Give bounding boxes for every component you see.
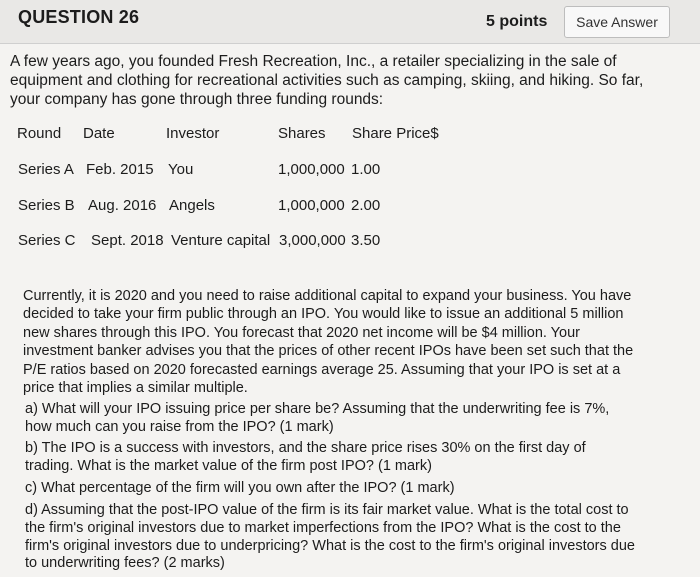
round-cell: Series B: [18, 197, 75, 214]
shares-cell: 1,000,000: [278, 161, 345, 178]
investor-cell: Venture capital: [171, 232, 271, 249]
investor-cell: Angels: [169, 197, 215, 214]
date-cell: Sept. 2018: [91, 232, 164, 249]
date-cell: Feb. 2015: [86, 161, 154, 178]
sub-question-d: d) Assuming that the post-IPO value of the firm is its fair market value. What is the total cost to the firm's original investors due to market imperfections from the IPO? What is the cost to the firm's original investors due to underpricing? What is the cost to the firm's original investors due to underwriting fees? (2 marks): [25, 502, 635, 572]
question-body: Currently, it is 2020 and you need to raise additional capital to expand your business. You have decided to take your firm public through an IPO. You would like to issue an additional 5 million new shares through this IPO. You forecast that 2020 net income will be $4 million. Your investment banker advises you that the prices of other recent IPOs have been set such that the P/E ratios based on 2020 forecasted earnings average 25. Assuming that your IPO is set at a price that implies a similar multiple.: [23, 288, 634, 397]
column-header-shares: Shares: [278, 125, 326, 142]
investor-cell: You: [168, 161, 194, 178]
column-header-round: Round: [17, 125, 62, 142]
shares-cell: 1,000,000: [278, 197, 345, 214]
sub-question-b: b) The IPO is a success with investors, and the share price rises 30% on the first day of trading. What is the market value of the firm post IPO? (1 mark): [25, 440, 586, 474]
save-answer-button[interactable]: Save Answer: [564, 6, 670, 38]
question-header: [0, 0, 700, 44]
round-cell: Series A: [18, 161, 74, 178]
column-header-share-price: Share Price$: [352, 125, 439, 142]
price-cell: 1.00: [351, 161, 381, 178]
date-cell: Aug. 2016: [88, 197, 157, 214]
price-cell: 2.00: [351, 197, 381, 214]
column-header-date: Date: [83, 125, 115, 142]
points-label: 5 points: [486, 13, 548, 30]
sub-question-c: c) What percentage of the firm will you own after the IPO? (1 mark): [25, 480, 455, 496]
table-row: [0, 197, 700, 217]
price-cell: 3.50: [351, 232, 381, 249]
question-intro: A few years ago, you founded Fresh Recreation, Inc., a retailer specializing in the sale of equipment and clothing for recreational activities such as camping, skiing, and hiking. So far, your company has gone through three funding rounds:: [10, 53, 644, 108]
table-row: [0, 232, 700, 252]
column-header-investor: Investor: [166, 125, 220, 142]
table-row: [0, 161, 700, 181]
sub-question-a: a) What will your IPO issuing price per share be? Assuming that the underwriting fee is 7%, how much can you raise from the IPO? (1 mark): [25, 401, 610, 435]
question-title: QUESTION 26: [18, 7, 140, 27]
round-cell: Series C: [18, 232, 76, 249]
shares-cell: 3,000,000: [279, 232, 346, 249]
table-header-row: [0, 125, 700, 145]
